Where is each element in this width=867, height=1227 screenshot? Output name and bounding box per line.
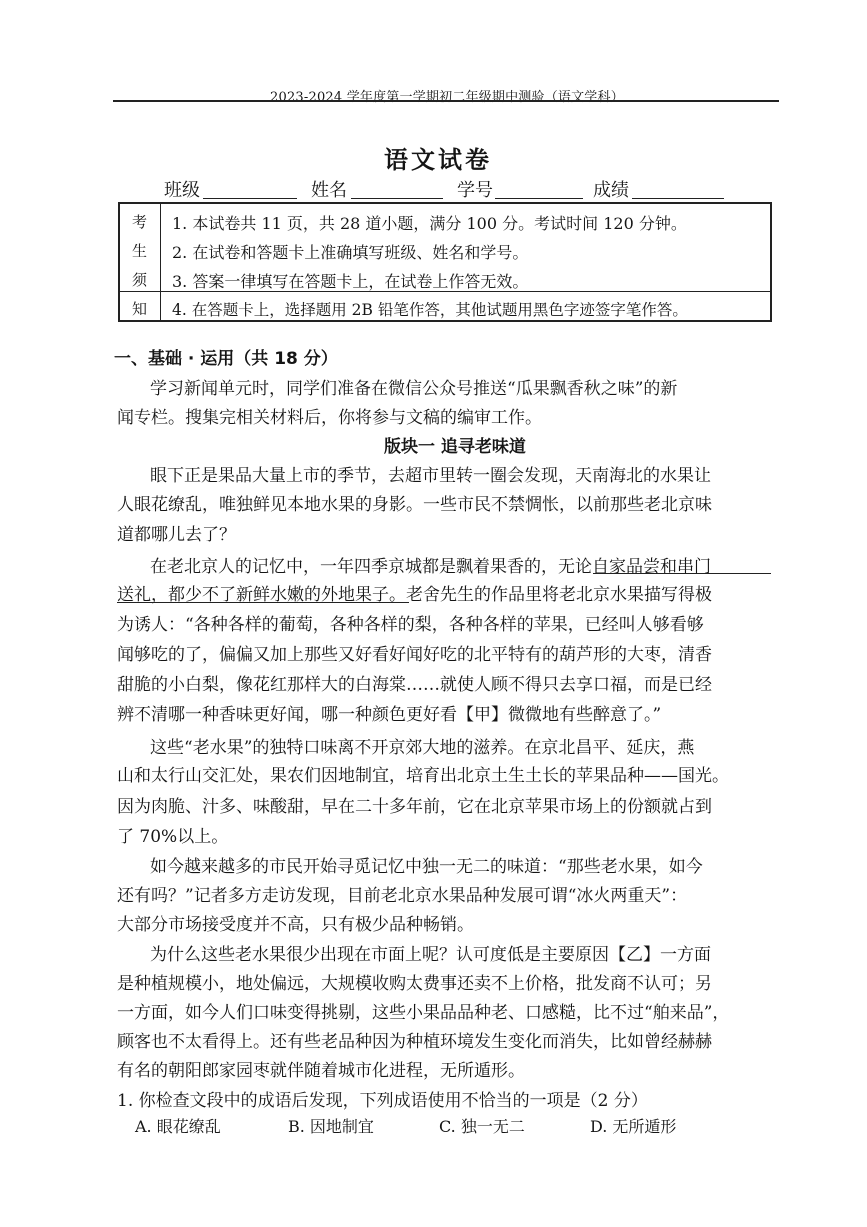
score-field[interactable] — [632, 198, 724, 199]
passage-line: 顾客也不太看得上。还有些老品种因为种植环境发生变化而消失，比如曾经赫赫 — [117, 1032, 712, 1052]
notice-item: 4. 在答题卡上，选择题用 2B 铅笔作答，其他试题用黑色字迹签字笔作答。 — [172, 301, 688, 319]
passage-line: 大部分市场接受度并不高，只有极少品种畅销。 — [117, 915, 474, 935]
block-title: 版块一 追寻老味道 — [384, 437, 526, 457]
passage-line: 送礼，都少不了新鲜水嫩的外地果子。老舍先生的作品里将老北京水果描写得极 — [117, 585, 712, 605]
passage-line: 为什么这些老水果很少出现在市面上呢？认可度低是主要原因【乙】一方面 — [150, 945, 711, 965]
passage-line: 道都哪儿去了？ — [117, 525, 236, 545]
exam-header-title: 2023-2024 学年度第一学期初二年级期中测验（语文学科） — [270, 90, 624, 105]
passage-line: 辨不清哪一种香味更好闻，哪一种颜色更好看【甲】微微地有些醉意了。” — [117, 705, 662, 725]
notice-item: 2. 在试卷和答题卡上准确填写班级、姓名和学号。 — [172, 243, 529, 262]
passage-line: 一方面，如今人们口味变得挑剔，这些小果品品种老、口感糙，比不过“舶来品”， — [117, 1003, 730, 1023]
notice-label-column — [120, 204, 161, 320]
passage-line: 这些“老水果”的独特口味离不开京郊大地的滋养。在京北昌平、延庆，燕 — [150, 738, 695, 758]
passage-line: 是种植规模小，地处偏远，大规模收购太费事还卖不上价格，批发商不认可；另 — [117, 974, 712, 994]
notice-item: 3. 答案一律填写在答题卡上，在试卷上作答无效。 — [172, 272, 529, 291]
passage-underline — [593, 573, 771, 574]
notice-box — [118, 202, 772, 322]
intro-line: 学习新闻单元时，同学们准备在微信公众号推送“瓜果飘香秋之味”的新 — [150, 379, 678, 399]
question-stem: 1. 你检查文段中的成语后发现，下列成语使用不恰当的一项是（2 分） — [117, 1091, 648, 1111]
header-rule — [113, 100, 779, 102]
notice-label-char: 知 — [132, 300, 148, 318]
section-heading: 一、基础 · 运用（共 18 分） — [114, 349, 338, 369]
passage-line: 有名的朝阳郎家园枣就伴随着城市化进程，无所遁形。 — [117, 1061, 525, 1081]
passage-line: 如今越来越多的市民开始寻觅记忆中独一无二的味道：“那些老水果，如今 — [150, 857, 703, 877]
passage-line: 人眼花缭乱，唯独鲜见本地水果的身影。一些市民不禁惆怅，以前那些老北京味 — [117, 495, 712, 515]
id-field[interactable] — [495, 198, 583, 199]
notice-item: 1. 本试卷共 11 页，共 28 道小题，满分 100 分。考试时间 120 分钟。 — [172, 214, 687, 233]
passage-line: 山和太行山交汇处，果农们因地制宜，培育出北京土生土长的苹果品种——国光。 — [117, 766, 729, 786]
passage-line: 因为肉脆、汁多、味酸甜，早在二十多年前，它在北京苹果市场上的份额就占到 — [117, 797, 712, 817]
passage-line: 闻够吃的了，偏偏又加上那些又好看好闻好吃的北平特有的葫芦形的大枣，清香 — [117, 645, 712, 665]
class-label: 班级 — [164, 180, 200, 201]
passage-underline — [117, 602, 409, 603]
passage-line: 眼下正是果品大量上市的季节，去超市里转一圈会发现，天南海北的水果让 — [150, 466, 711, 486]
notice-label-char: 生 — [132, 242, 148, 260]
option-c[interactable]: C. 独一无二 — [439, 1117, 525, 1136]
name-field[interactable] — [351, 198, 443, 199]
option-b[interactable]: B. 因地制宜 — [288, 1117, 374, 1136]
option-d[interactable]: D. 无所遁形 — [590, 1117, 677, 1136]
intro-line: 闻专栏。搜集完相关材料后，你将参与文稿的编审工作。 — [117, 408, 542, 428]
passage-line: 为诱人：“各种各样的葡萄，各种各样的梨，各种各样的苹果，已经叫人够看够 — [117, 615, 704, 635]
page-title: 语文试卷 — [384, 146, 492, 174]
passage-line: 了 70%以上。 — [117, 827, 229, 847]
id-label: 学号 — [457, 180, 493, 201]
score-label: 成绩 — [593, 180, 629, 201]
notice-label-char: 考 — [132, 213, 148, 231]
option-a[interactable]: A. 眼花缭乱 — [135, 1117, 221, 1136]
passage-line: 甜脆的小白梨，像花红那样大的白海棠……就使人顾不得只去享口福，而是已经 — [117, 675, 712, 695]
notice-label-char: 须 — [132, 271, 148, 289]
name-label: 姓名 — [311, 180, 347, 201]
class-field[interactable] — [203, 198, 297, 199]
passage-line: 在老北京人的记忆中，一年四季京城都是飘着果香的，无论自家品尝和串门 — [150, 557, 711, 577]
passage-line: 还有吗？”记者多方走访发现，目前老北京水果品种发展可谓“冰火两重天”： — [117, 886, 688, 906]
